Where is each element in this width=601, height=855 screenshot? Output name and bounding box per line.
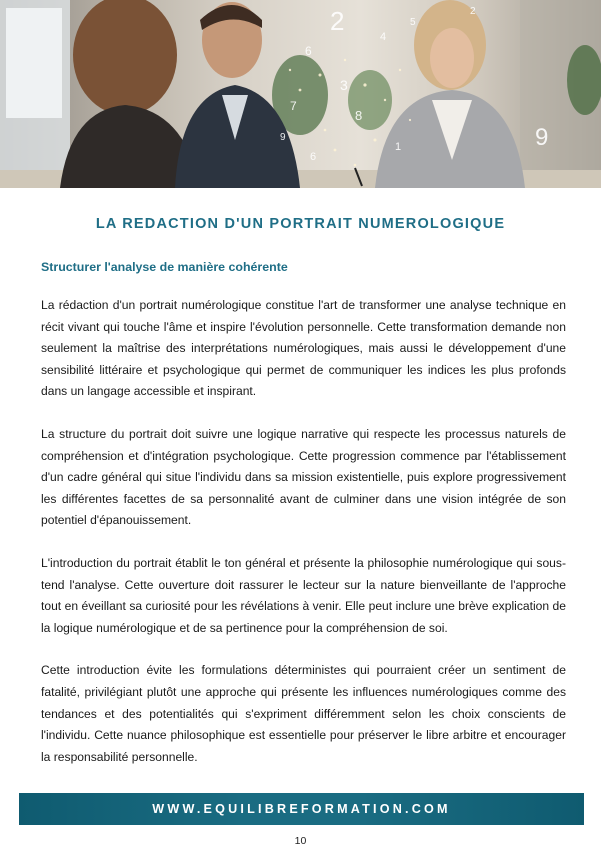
floating-number: 1 bbox=[395, 141, 402, 153]
floating-number: 7 bbox=[290, 99, 297, 113]
page-number: 10 bbox=[294, 835, 307, 847]
paragraph: La rédaction d'un portrait numérologique constitue l'art de transformer une analyse technique en récit vivant qui touche l'âme et inspire l'évolution personnelle. Cette transformation demande non seulement la maîtrise des interprétations numérologiques, mais aussi le développement d'une sensibilité littéraire et psychologique qui permet de communiquer les indices les plus profonds dans un langage accessible et inspirant. bbox=[41, 298, 566, 399]
website-url: WWW.EQUILIBREFORMATION.COM bbox=[152, 802, 451, 816]
floating-number: 6 bbox=[305, 44, 312, 58]
floating-number: 2 bbox=[470, 6, 476, 17]
floating-number: 6 bbox=[310, 151, 317, 163]
floating-number: 2 bbox=[330, 6, 345, 36]
header-image bbox=[0, 0, 601, 188]
floating-number: 5 bbox=[410, 17, 416, 28]
floating-number: 3 bbox=[340, 77, 348, 93]
paragraph: Cette introduction évite les formulations déterministes qui pourraient créer un sentiment de fatalité, privilégiant plutôt une approche qui présente les influences numérologiques comme des tendances et des potentialités qui s'expriment différemment selon les choix conscients de l'individu. Cette nuance philosophique est essentielle pour préserver le libre arbitre et encourager la responsabilité personnelle. bbox=[41, 663, 566, 764]
floating-number: 8 bbox=[355, 108, 363, 123]
section-subtitle: Structurer l'analyse de manière cohérente bbox=[41, 260, 288, 274]
footer-banner bbox=[19, 793, 584, 825]
body-text bbox=[41, 295, 566, 789]
paragraph: La structure du portrait doit suivre une logique narrative qui respecte les processus naturels de compréhension et d'intégration psychologique. Cette progression commence par l'établissement d'un cadre général qui situe l'individu dans sa mission existentielle, puis explore progressivement les différentes facettes de sa personnalité avant de culminer dans une vision intégrée de son potentiel d'épanouissement. bbox=[41, 426, 566, 528]
floating-number: 9 bbox=[535, 124, 549, 151]
paragraph: L'introduction du portrait établit le ton général et présente la philosophie numérologique qui sous-tend l'analyse. Cette ouverture doit rassurer le lecteur sur la nature bienveillante de l'approche tout en éveillant sa curiosité pour les révélations à venir. Elle peut inclure une brève explication de la logique numérologique et de sa pertinence pour la compréhension de soi. bbox=[41, 555, 566, 635]
header-illustration bbox=[0, 0, 601, 188]
floating-number: 9 bbox=[280, 132, 286, 143]
section-title: LA REDACTION D'UN PORTRAIT NUMEROLOGIQUE bbox=[95, 216, 506, 232]
floating-number: 4 bbox=[380, 31, 387, 43]
